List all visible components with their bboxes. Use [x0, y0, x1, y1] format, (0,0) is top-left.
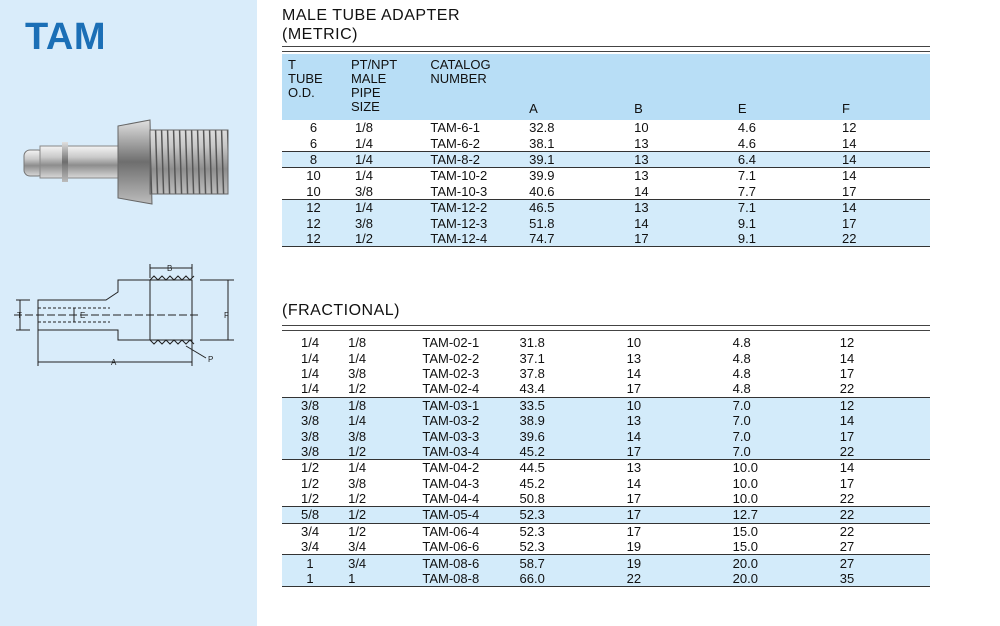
- diagram-label-a: A: [111, 358, 117, 367]
- cell-catalog-number: TAM-06-4: [422, 523, 519, 539]
- cell-pipe-size: 3/8: [348, 365, 367, 381]
- table-row: [282, 571, 930, 587]
- cell-e: 15.0: [732, 539, 758, 555]
- cell-e: 4.8: [732, 381, 751, 397]
- cell-f: 22: [839, 491, 855, 507]
- cell-pipe-size: 1/2: [345, 231, 430, 247]
- cell-catalog-number: TAM-08-6: [422, 555, 519, 571]
- table-row: [282, 335, 930, 350]
- cell-a: 45.2: [519, 475, 545, 491]
- cell-b: 10: [626, 335, 642, 351]
- cell-f: 17: [839, 365, 855, 381]
- cell-b: 14: [626, 475, 642, 491]
- cell-a: 39.9: [529, 168, 620, 184]
- cell-a: 46.5: [529, 199, 620, 215]
- cell-tube-od: 1/2: [301, 475, 320, 491]
- cell-pipe-size: 3/8: [354, 183, 374, 199]
- cell-e: 4.8: [732, 335, 751, 351]
- cell-e: 7.0: [719, 413, 826, 428]
- cell-f: 14: [828, 151, 930, 167]
- table-row: [282, 491, 930, 507]
- cell-pipe-size: 3/8: [348, 475, 367, 491]
- cell-catalog-number: TAM-06-6: [422, 539, 480, 555]
- cell-pipe-size: 1: [338, 571, 422, 587]
- cell-tube-od: 12: [282, 231, 345, 247]
- cell-f: 17: [839, 475, 855, 491]
- cell-catalog-number: TAM-12-3: [430, 215, 529, 230]
- cell-e: 4.6: [737, 135, 756, 151]
- cell-f: 12: [839, 335, 855, 351]
- cell-pipe-size: 3/4: [338, 555, 422, 571]
- table-row: [282, 413, 930, 428]
- table-row: [282, 444, 930, 460]
- cell-pipe-size: 1/2: [348, 491, 367, 507]
- cell-catalog-number: TAM-03-4: [422, 444, 519, 460]
- cell-f: 22: [839, 381, 855, 397]
- cell-tube-od: 3/8: [282, 444, 338, 460]
- header-catalog-number: CATALOG NUMBER: [430, 54, 529, 120]
- cell-a: 51.8: [529, 215, 620, 230]
- cell-f: 17: [842, 183, 857, 199]
- cell-b: 17: [613, 523, 719, 539]
- cell-tube-od: 3/8: [282, 413, 338, 428]
- cell-b: 17: [620, 231, 724, 247]
- cell-f: 17: [826, 428, 930, 443]
- cell-catalog-number: TAM-10-2: [430, 168, 529, 184]
- cell-pipe-size: 1/2: [348, 381, 367, 397]
- cell-e: 7.7: [737, 183, 756, 199]
- table-row: [282, 476, 930, 491]
- cell-a: 38.9: [520, 413, 613, 428]
- cell-catalog-number: TAM-8-2: [430, 151, 529, 167]
- cell-catalog-number: TAM-05-4: [422, 507, 519, 523]
- diagram-label-f: F: [224, 311, 229, 320]
- cell-a: 40.6: [529, 183, 555, 199]
- cell-pipe-size: 3/8: [338, 428, 422, 443]
- cell-catalog-number: TAM-04-2: [422, 460, 519, 476]
- cell-tube-od: 10: [306, 183, 321, 199]
- cell-pipe-size: 1/2: [338, 507, 422, 523]
- cell-b: 17: [613, 444, 719, 460]
- cell-catalog-number: TAM-6-2: [430, 135, 481, 151]
- fractional-table: [282, 335, 930, 587]
- cell-catalog-number: TAM-10-3: [430, 183, 488, 199]
- table-row: [282, 184, 930, 200]
- cell-f: 14: [826, 413, 930, 428]
- adapter-photo: [22, 112, 232, 207]
- cell-catalog-number: TAM-03-3: [422, 428, 519, 443]
- table-row: [282, 523, 930, 539]
- table-row: [282, 135, 930, 151]
- cell-a: 38.1: [529, 135, 555, 151]
- cell-b: 14: [626, 365, 642, 381]
- cell-a: 37.8: [519, 365, 545, 381]
- cell-e: 7.0: [719, 444, 826, 460]
- cell-tube-od: 1/2: [301, 491, 320, 507]
- cell-tube-od: 3/4: [282, 523, 338, 539]
- cell-tube-od: 3/8: [282, 397, 338, 413]
- cell-a: 45.2: [520, 444, 613, 460]
- product-code-title: TAM: [25, 16, 106, 58]
- title-line-1: MALE TUBE ADAPTER: [282, 7, 461, 24]
- cell-pipe-size: 1/4: [354, 135, 374, 151]
- cell-f: 17: [828, 215, 930, 230]
- cell-catalog-number: TAM-08-8: [422, 571, 519, 587]
- cell-pipe-size: 1/4: [338, 413, 422, 428]
- cell-a: 31.8: [519, 335, 545, 351]
- cell-e: 4.8: [732, 365, 751, 381]
- cell-e: 10.0: [732, 475, 758, 491]
- diagram-label-b: B: [167, 264, 173, 273]
- cell-f: 35: [826, 571, 930, 587]
- cell-a: 52.3: [519, 539, 545, 555]
- metric-table: [282, 54, 930, 247]
- table-row: [282, 539, 930, 555]
- table-row: [282, 555, 930, 571]
- cell-catalog-number: TAM-03-1: [422, 397, 519, 413]
- header-b: B: [620, 54, 724, 120]
- cell-pipe-size: 1/8: [338, 397, 422, 413]
- cell-b: 19: [613, 555, 719, 571]
- diagram-label-e: E: [80, 311, 86, 320]
- cell-a: 44.5: [520, 460, 613, 476]
- cell-catalog-number: TAM-02-2: [422, 350, 480, 366]
- cell-pipe-size: 1/8: [354, 120, 374, 136]
- cell-a: 33.5: [520, 397, 613, 413]
- cell-b: 10: [634, 120, 649, 136]
- cell-e: 7.1: [724, 168, 828, 184]
- cell-a: 58.7: [520, 555, 613, 571]
- cell-e: 9.1: [724, 231, 828, 247]
- cell-f: 14: [842, 135, 857, 151]
- cell-b: 19: [626, 539, 642, 555]
- cell-a: 66.0: [520, 571, 613, 587]
- cell-e: 10.0: [719, 460, 826, 476]
- table-row: [282, 231, 930, 247]
- cell-e: 7.0: [719, 428, 826, 443]
- cell-e: 9.1: [724, 215, 828, 230]
- cell-b: 13: [613, 413, 719, 428]
- table-row: [282, 199, 930, 215]
- cell-a: 39.1: [529, 151, 620, 167]
- diagram-label-p: P: [208, 355, 214, 364]
- cell-tube-od: 12: [282, 215, 345, 230]
- cell-a: 43.4: [519, 381, 545, 397]
- table-row: [282, 215, 930, 230]
- cell-f: 27: [826, 555, 930, 571]
- cell-catalog-number: TAM-04-3: [422, 475, 480, 491]
- cell-a: 52.3: [520, 507, 613, 523]
- cell-catalog-number: TAM-02-3: [422, 365, 480, 381]
- cell-pipe-size: 3/8: [345, 215, 430, 230]
- diagram-label-t: T: [17, 311, 22, 320]
- cell-f: 12: [842, 120, 857, 136]
- cell-b: 10: [613, 397, 719, 413]
- cell-catalog-number: TAM-12-2: [430, 199, 529, 215]
- header-a: A: [529, 54, 620, 120]
- table-row: [282, 120, 930, 135]
- table-row: [282, 350, 930, 365]
- cell-f: 12: [826, 397, 930, 413]
- cell-a: 37.1: [519, 350, 545, 366]
- fractional-table-rule: [282, 325, 930, 331]
- metric-table-rule: [282, 46, 930, 52]
- table-row: [282, 151, 930, 167]
- cell-e: 4.8: [732, 350, 751, 366]
- cell-tube-od: 1/4: [301, 365, 320, 381]
- cell-tube-od: 1/4: [301, 335, 320, 351]
- cell-tube-od: 1/2: [282, 460, 338, 476]
- header-e: E: [724, 54, 828, 120]
- cell-b: 13: [613, 460, 719, 476]
- cell-b: 17: [626, 381, 642, 397]
- cell-pipe-size: 1/4: [345, 151, 430, 167]
- fractional-section-title: (FRACTIONAL): [282, 302, 400, 319]
- cell-f: 14: [828, 168, 930, 184]
- cell-b: 14: [613, 428, 719, 443]
- cell-f: 27: [839, 539, 855, 555]
- cell-f: 14: [828, 199, 930, 215]
- cell-catalog-number: TAM-02-1: [422, 335, 480, 351]
- table-header-row: [282, 54, 930, 120]
- cell-e: 7.1: [724, 199, 828, 215]
- cell-b: 14: [634, 183, 649, 199]
- cell-e: 7.0: [719, 397, 826, 413]
- table-row: [282, 507, 930, 523]
- cell-tube-od: 3/8: [282, 428, 338, 443]
- cell-b: 13: [634, 135, 649, 151]
- header-tube-od: T TUBE O.D.: [282, 54, 345, 120]
- table-row: [282, 381, 930, 397]
- cell-f: 22: [826, 444, 930, 460]
- page-title: [282, 6, 460, 44]
- cell-e: 20.0: [719, 571, 826, 587]
- cell-pipe-size: 1/4: [345, 199, 430, 215]
- cell-catalog-number: TAM-04-4: [422, 491, 480, 507]
- cell-b: 22: [613, 571, 719, 587]
- cell-tube-od: 1: [282, 555, 338, 571]
- dimension-diagram: [10, 258, 250, 376]
- cell-tube-od: 1: [282, 571, 338, 587]
- cell-a: 74.7: [529, 231, 620, 247]
- cell-e: 20.0: [719, 555, 826, 571]
- cell-tube-od: 3/4: [301, 539, 320, 555]
- cell-a: 52.3: [520, 523, 613, 539]
- table-row: [282, 397, 930, 413]
- cell-pipe-size: 1/4: [348, 350, 367, 366]
- cell-pipe-size: 1/4: [338, 460, 422, 476]
- cell-b: 13: [620, 151, 724, 167]
- cell-f: 14: [826, 460, 930, 476]
- cell-b: 13: [620, 199, 724, 215]
- cell-tube-od: 6: [309, 120, 318, 136]
- cell-tube-od: 6: [309, 135, 318, 151]
- cell-a: 39.6: [520, 428, 613, 443]
- cell-f: 22: [826, 507, 930, 523]
- header-pipe-size: PT/NPT MALE PIPE SIZE: [345, 54, 430, 120]
- cell-catalog-number: TAM-03-2: [422, 413, 519, 428]
- cell-catalog-number: TAM-6-1: [430, 120, 481, 136]
- cell-pipe-size: 1/2: [338, 444, 422, 460]
- cell-tube-od: 5/8: [282, 507, 338, 523]
- cell-b: 14: [620, 215, 724, 230]
- cell-catalog-number: TAM-12-4: [430, 231, 529, 247]
- table-row: [282, 366, 930, 381]
- cell-f: 14: [839, 350, 855, 366]
- cell-e: 4.6: [737, 120, 756, 136]
- cell-f: 22: [828, 231, 930, 247]
- cell-pipe-size: 1/4: [345, 168, 430, 184]
- table-row: [282, 428, 930, 443]
- header-f: F: [828, 54, 930, 120]
- cell-b: 13: [626, 350, 642, 366]
- cell-tube-od: 8: [282, 151, 345, 167]
- sidebar-panel: [0, 0, 257, 626]
- cell-pipe-size: 1/2: [338, 523, 422, 539]
- cell-b: 17: [626, 491, 642, 507]
- cell-pipe-size: 3/4: [348, 539, 367, 555]
- cell-e: 12.7: [719, 507, 826, 523]
- table-row: [282, 460, 930, 476]
- cell-tube-od: 12: [282, 199, 345, 215]
- cell-a: 50.8: [519, 491, 545, 507]
- cell-e: 15.0: [719, 523, 826, 539]
- title-line-2: (METRIC): [282, 26, 358, 43]
- cell-tube-od: 1/4: [301, 381, 320, 397]
- cell-b: 13: [620, 168, 724, 184]
- cell-tube-od: 10: [282, 168, 345, 184]
- table-row: [282, 168, 930, 184]
- cell-a: 32.8: [529, 120, 555, 136]
- cell-e: 10.0: [732, 491, 758, 507]
- cell-tube-od: 1/4: [301, 350, 320, 366]
- cell-catalog-number: TAM-02-4: [422, 381, 480, 397]
- cell-e: 6.4: [724, 151, 828, 167]
- cell-f: 22: [826, 523, 930, 539]
- cell-b: 17: [613, 507, 719, 523]
- cell-pipe-size: 1/8: [348, 335, 367, 351]
